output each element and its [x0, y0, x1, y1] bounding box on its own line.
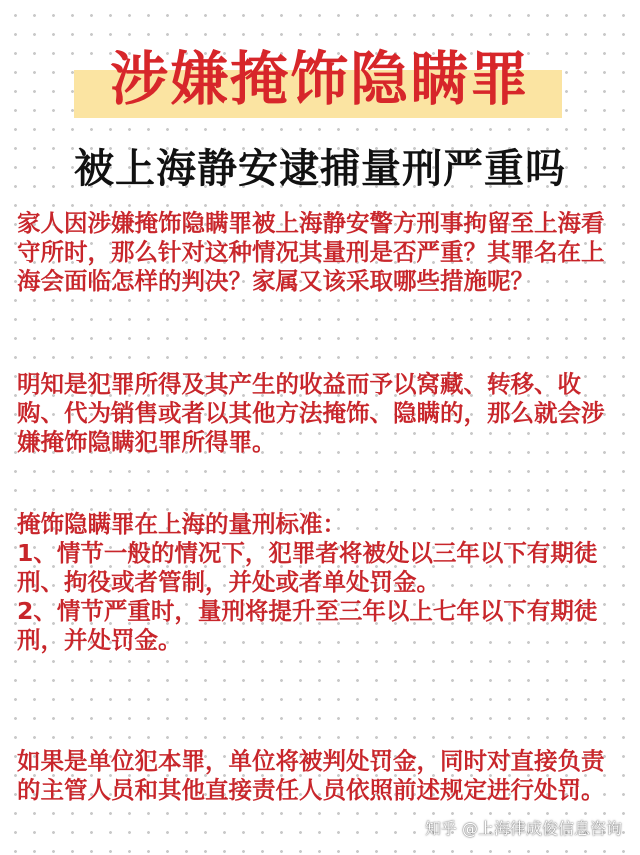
title-block — [0, 40, 640, 126]
page-title: 涉嫌掩饰隐瞒罪 — [109, 45, 530, 113]
sentencing-item-2: 2、情节严重时，量刑将提升至三年以上七年以下有期徒刑，并处罚金。 — [17, 597, 598, 654]
sentencing-item-1: 1、情节一般的情况下，犯罪者将被处以三年以下有期徒刑、拘役或者管制，并处或者单处罚金。 — [17, 539, 598, 596]
unit-crime-paragraph: 如果是单位犯本罪，单位将被判处罚金，同时对直接负责的主管人员和其他直接责任人员依照前述规定进行处罚。 — [17, 747, 605, 804]
sentencing-section — [17, 510, 621, 655]
page-subtitle: 被上海静安逮捕量刑严重吗 — [74, 146, 566, 192]
sentencing-heading: 掩饰隐瞒罪在上海的量刑标准： — [17, 510, 346, 538]
definition-paragraph: 明知是犯罪所得及其产生的收益而予以窝藏、转移、收购、代为销售或者以其他方法掩饰、隐瞒的，那么就会涉嫌掩饰隐瞒犯罪所得罪。 — [17, 370, 605, 456]
watermark: 知乎 @上海律成俊信息咨询 — [424, 819, 622, 838]
intro-paragraph: 家人因涉嫌掩饰隐瞒罪被上海静安警方刑事拘留至上海看守所时，那么针对这种情况其量刑是否严重？其罪名在上海会面临怎样的判决？家属又该采取哪些措施呢？ — [17, 209, 605, 295]
